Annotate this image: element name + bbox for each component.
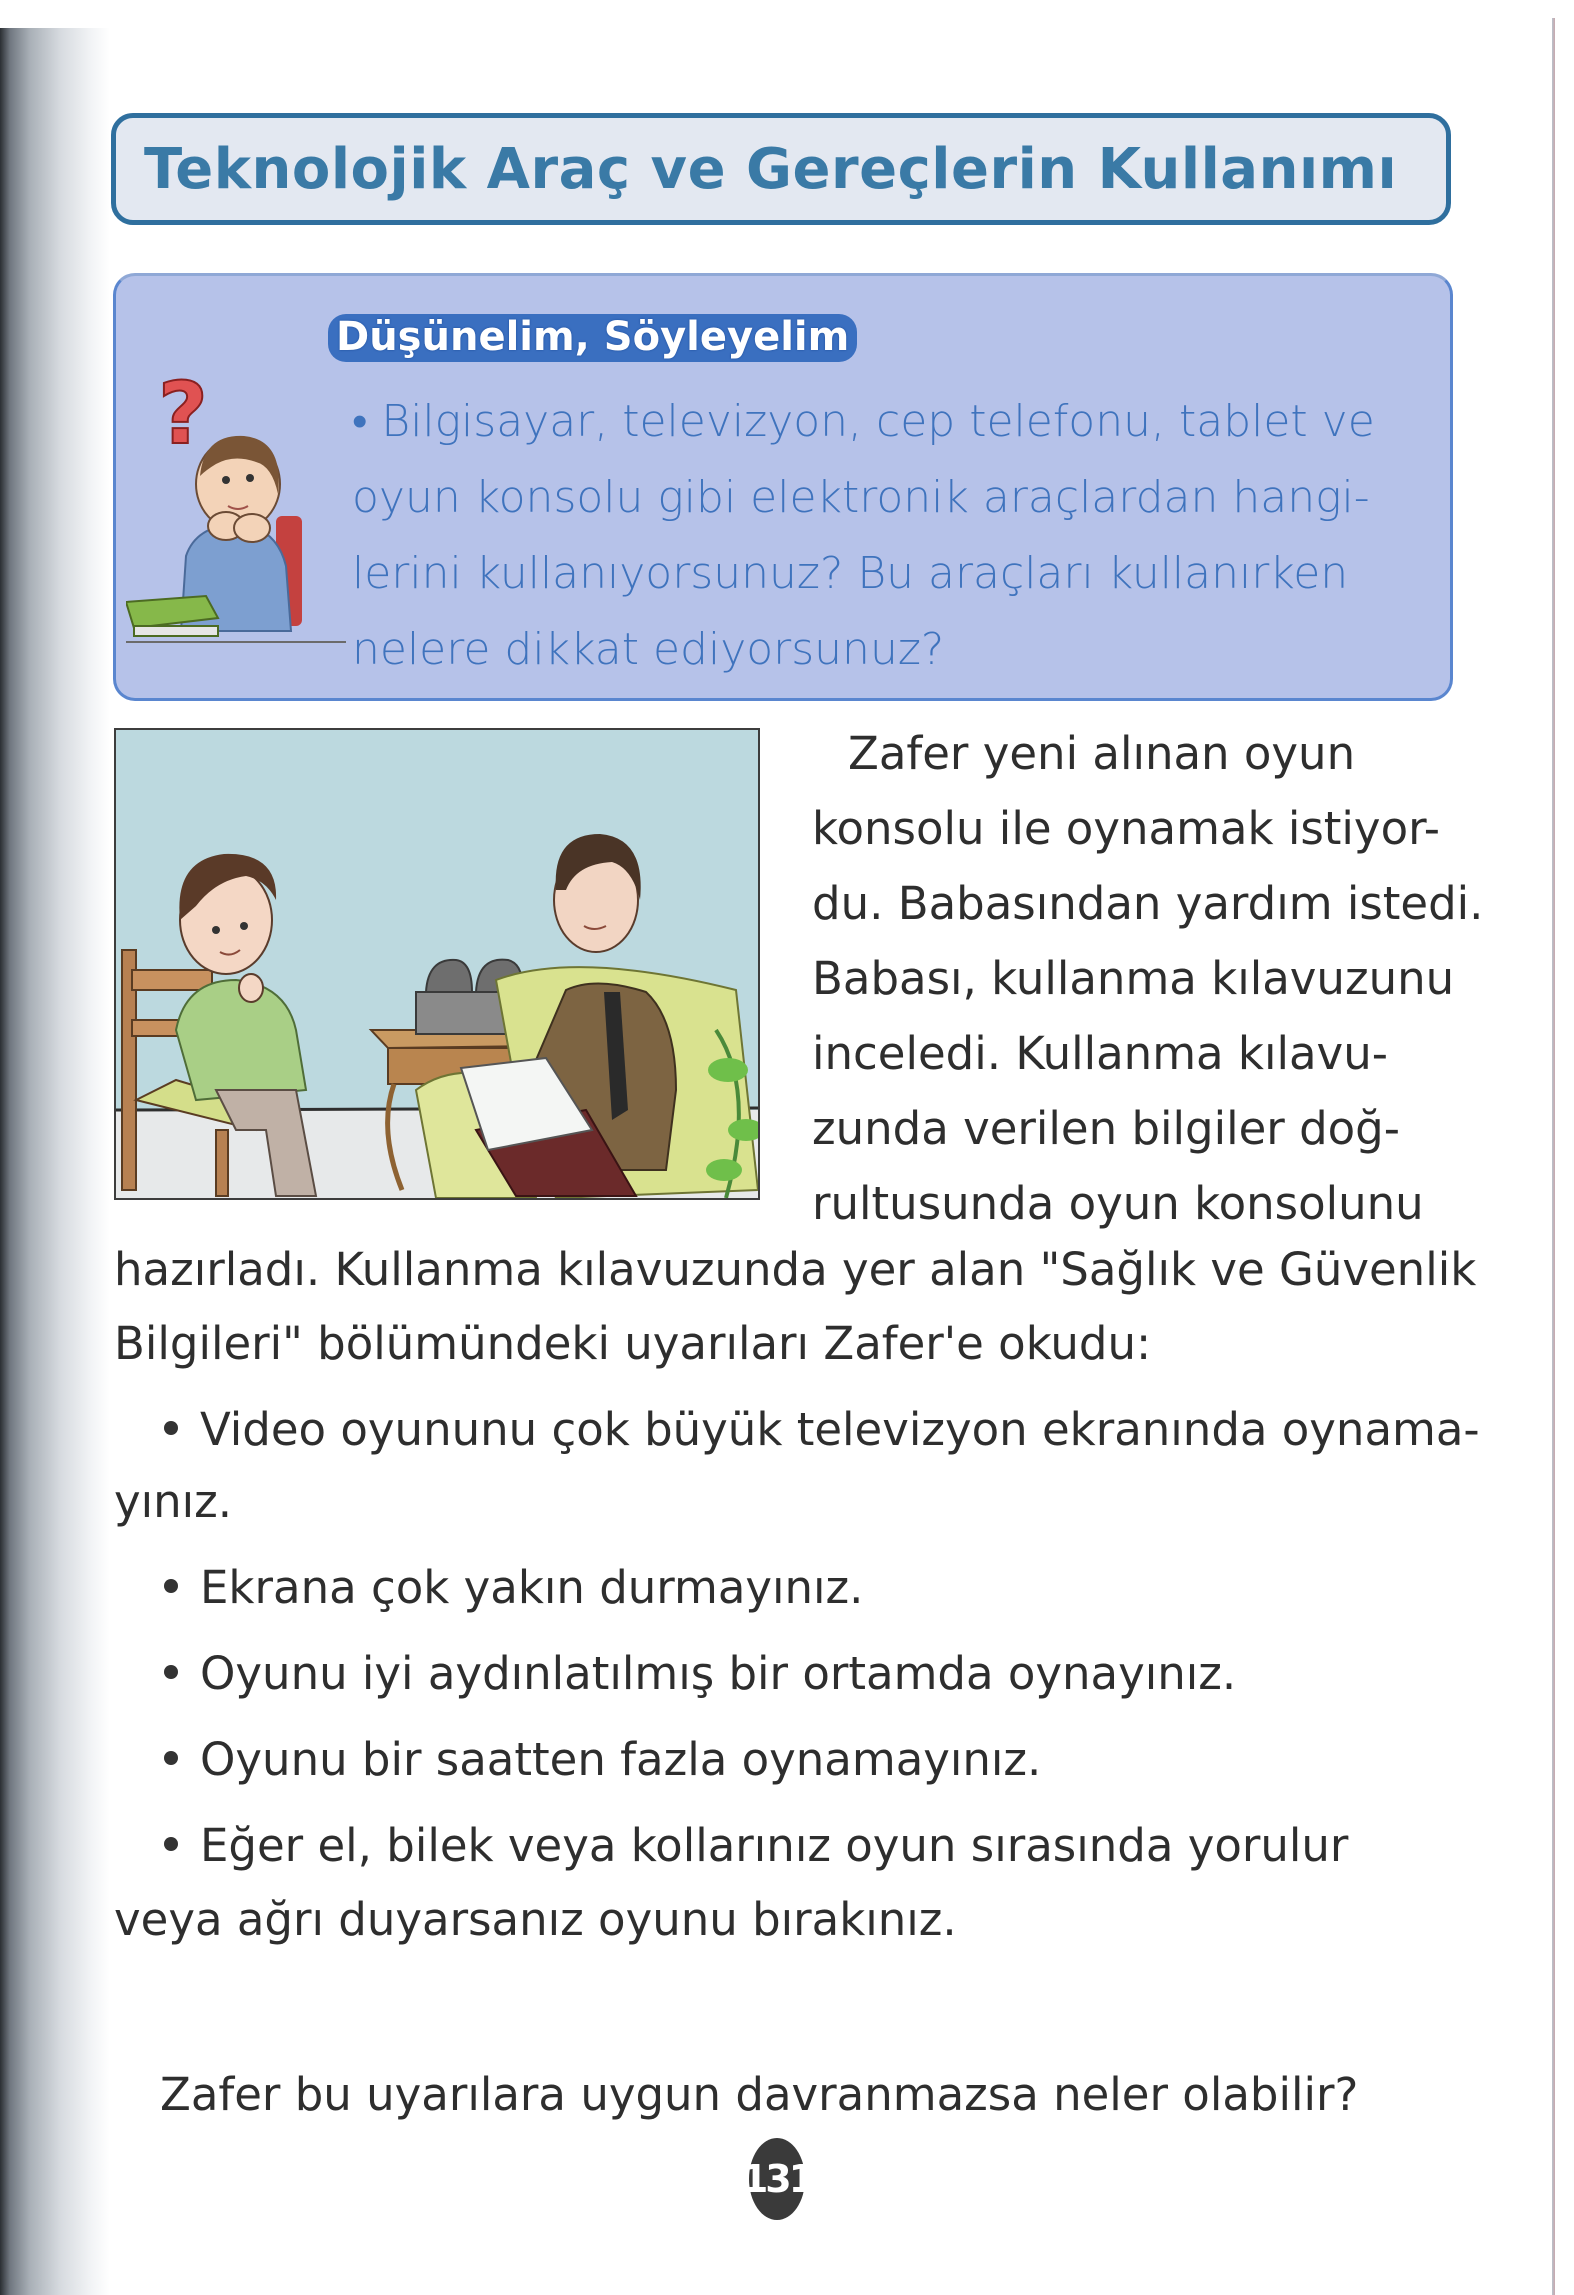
bullet-icon <box>164 1837 178 1851</box>
story-line: konsolu ile oynamak istiyor- <box>812 802 1440 855</box>
warning-item <box>114 1403 1480 1456</box>
think-line: oyun konsolu gibi elektronik araçlardan hangi- <box>352 472 1370 523</box>
story-text-full <box>114 1233 1494 1381</box>
warning-item <box>114 1647 1236 1700</box>
story-line: Babası, kullanma kılavuzunu <box>812 952 1455 1005</box>
page-number-badge: 131 <box>749 2138 805 2220</box>
warning-text: Eğer el, bilek veya kollarınız oyun sırasında yorulur <box>200 1819 1349 1872</box>
page-title: Teknolojik Araç ve Gereçlerin Kullanımı <box>144 136 1398 202</box>
story-illustration <box>114 728 760 1200</box>
warning-text: veya ağrı duyarsanız oyunu bırakınız. <box>114 1893 957 1946</box>
think-and-say-box <box>113 273 1453 701</box>
warning-item <box>114 1733 1041 1786</box>
story-line: Zafer yeni alınan oyun <box>848 727 1356 780</box>
bullet-icon <box>164 1665 178 1679</box>
think-box-heading: Düşünelim, Söyleyelim <box>328 314 857 362</box>
warning-text: Video oyununu çok büyük televizyon ekranında oynama- <box>200 1403 1480 1456</box>
bullet-icon <box>164 1751 178 1765</box>
story-line: hazırladı. Kullanma kılavuzunda yer alan "Sağlık ve Güvenlik <box>114 1243 1477 1296</box>
warning-continuation <box>114 1893 957 1946</box>
page-top-margin <box>0 0 110 28</box>
think-line: • Bilgisayar, televizyon, cep telefonu, tablet ve <box>352 396 1375 447</box>
warning-item <box>114 1561 864 1614</box>
story-line: du. Babasından yardım istedi. <box>812 877 1484 930</box>
think-line: nelere dikkat ediyorsunuz? <box>352 624 945 675</box>
think-line: lerini kullanıyorsunuz? Bu araçları kullanırken <box>352 548 1349 599</box>
story-line: zunda verilen bilgiler doğ- <box>812 1102 1400 1155</box>
think-box-question <box>352 384 1432 688</box>
closing-question: Zafer bu uyarılara uygun davranmazsa neler olabilir? <box>160 2068 1359 2121</box>
father-son-console-scene <box>116 730 758 1198</box>
page-right-edge <box>1552 18 1555 2295</box>
warning-text: Oyunu bir saatten fazla oynamayınız. <box>200 1733 1042 1786</box>
warning-text: Ekrana çok yakın durmayınız. <box>200 1561 864 1614</box>
story-line: Bilgileri" bölümündeki uyarıları Zafer'e okudu: <box>114 1317 1152 1370</box>
title-banner <box>111 113 1451 225</box>
story-text-right <box>812 716 1492 1241</box>
bullet-icon <box>164 1579 178 1593</box>
book-binding-shadow <box>0 28 110 2295</box>
thinking-child-illustration <box>126 406 346 646</box>
warning-text: yınız. <box>114 1475 233 1528</box>
warning-continuation <box>114 1475 232 1528</box>
warning-text: Oyunu iyi aydınlatılmış bir ortamda oynayınız. <box>200 1647 1237 1700</box>
warning-item <box>114 1819 1348 1872</box>
story-line: inceledi. Kullanma kılavu- <box>812 1027 1388 1080</box>
story-line: rultusunda oyun konsolunu <box>812 1177 1424 1230</box>
question-mark-icon: ? <box>158 364 208 464</box>
bullet-icon <box>164 1421 178 1435</box>
